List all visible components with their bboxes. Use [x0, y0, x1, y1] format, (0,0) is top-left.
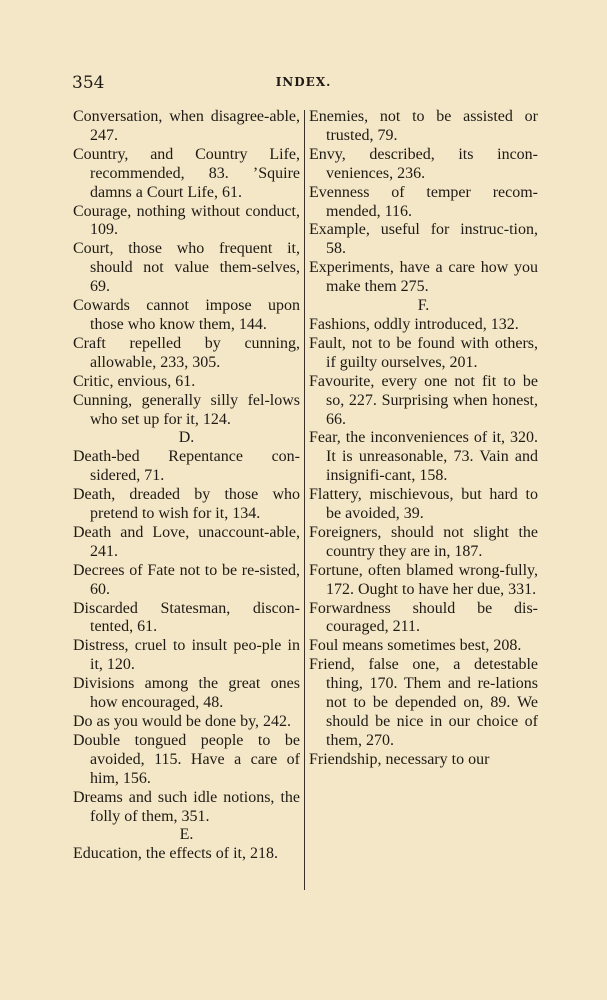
- column-divider: [304, 110, 305, 890]
- section-letter: F.: [417, 297, 430, 315]
- index-entry: Cunning, generally silly fel-lows who set up for it, 124.: [73, 391, 300, 428]
- index-entry: Foreigners, should not slight the country they are in, 187.: [309, 523, 538, 560]
- index-entry: Dreams and such idle notions, the folly of them, 351.: [73, 788, 300, 825]
- index-entry: Fortune, often blamed wrong-fully, 172. Ought to have her due, 331.: [309, 561, 538, 598]
- index-entry: Fault, not to be found with others, if guilty ourselves, 201.: [309, 334, 538, 371]
- index-entry: Flattery, mischievous, but hard to be avoided, 39.: [309, 486, 538, 523]
- index-entry: Discarded Statesman, discon-tented, 61.: [73, 599, 300, 636]
- index-entry: Enemies, not to be assisted or trusted, 79.: [309, 108, 538, 144]
- index-entry: Envy, described, its incon-veniences, 236.: [309, 145, 538, 182]
- index-entry: Death and Love, unaccount-able, 241.: [73, 523, 300, 560]
- index-entry: Evenness of temper recom-mended, 116.: [309, 183, 538, 220]
- index-entry: Cowards cannot impose upon those who know them, 144.: [73, 297, 300, 333]
- index-entry: Craft repelled by cunning, allowable, 233, 305.: [73, 334, 300, 371]
- page-number: 354: [72, 73, 105, 93]
- index-entry: Friend, false one, a detestable thing, 170. Them and re-lations not to be depended on, 89. We should be nice in our choice of them, 270.: [309, 656, 538, 749]
- index-entry: Death, dreaded by those who pretend to wish for it, 134.: [73, 486, 300, 523]
- index-entry: Friendship, necessary to our: [309, 750, 490, 768]
- index-entry: Critic, envious, 61.: [73, 372, 196, 390]
- index-entry: Death-bed Repentance con-sidered, 71.: [73, 448, 300, 485]
- index-entry: Double tongued people to be avoided, 115. Have a care of him, 156.: [73, 731, 300, 787]
- index-entry: Decrees of Fate not to be re-sisted, 60.: [73, 561, 300, 598]
- running-title: INDEX.: [275, 75, 332, 89]
- index-entry: Foul means sometimes best, 208.: [309, 637, 522, 655]
- page-header: [72, 73, 535, 93]
- index-entry: Distress, cruel to insult peo-ple in it, 120.: [73, 637, 300, 674]
- index-entry: Fashions, oddly introduced, 132.: [309, 315, 519, 333]
- index-entry: Fear, the inconveniences of it, 320. It is unreasonable, 73. Vain and insignifi-cant, 158.: [309, 429, 538, 485]
- index-entry: Favourite, every one not fit to be so, 227. Surprising when honest, 66.: [309, 372, 538, 428]
- index-entry: Experiments, have a care how you make them 275.: [309, 259, 538, 296]
- index-entry: Court, those who frequent it, should not value them-selves, 69.: [73, 240, 300, 296]
- index-entry: Country, and Country Life, recommended, 83. ’Squire damns a Court Life, 61.: [73, 145, 300, 201]
- index-column-left: [73, 108, 300, 864]
- index-entry: Divisions among the great ones how encouraged, 48.: [73, 675, 300, 712]
- index-entry: Forwardness should be dis-couraged, 211.: [309, 599, 538, 636]
- index-entry: Conversation, when disagree-able, 247.: [73, 108, 300, 144]
- index-entry: Do as you would be done by, 242.: [73, 713, 292, 730]
- index-entry: Education, the effects of it, 218.: [73, 845, 278, 863]
- section-letter: D.: [178, 429, 195, 447]
- index-column-right: [309, 108, 538, 770]
- index-entry: Courage, nothing without conduct, 109.: [73, 202, 300, 239]
- section-letter: E.: [179, 826, 194, 844]
- index-entry: Example, useful for instruc-tion, 58.: [309, 221, 538, 258]
